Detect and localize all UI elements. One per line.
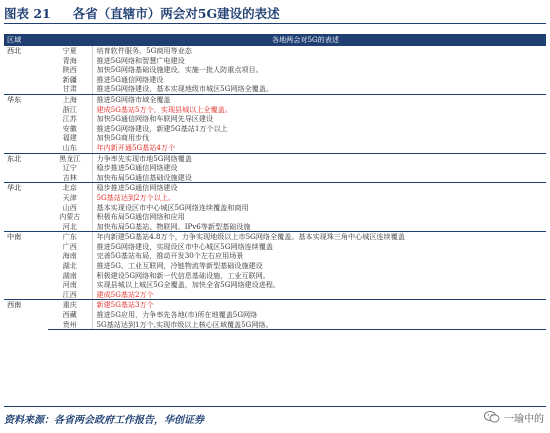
table-row xyxy=(4,94,546,104)
table-row xyxy=(4,84,546,94)
provinces-5g-table xyxy=(4,34,546,330)
province-cell: 天津 xyxy=(62,192,77,202)
description-cell: 稳步推进5G通信网络建设 xyxy=(92,163,546,173)
description-cell: 年内新建5G基站4.8万个，力争实现地级以上市5G网络全覆盖。基本实现珠三角中心城区连续覆盖 xyxy=(92,232,546,242)
table-row xyxy=(4,290,546,300)
description-cell: 年内新开通5G基站4万个 xyxy=(92,143,546,153)
province-cell: 甘肃 xyxy=(48,84,92,94)
province-cell: 青海 xyxy=(62,55,77,65)
watermark xyxy=(484,408,544,426)
region-cell: 华北 xyxy=(4,183,48,232)
table-row xyxy=(4,163,546,173)
description-cell: 新建5G基站3万个 xyxy=(92,300,546,310)
province-cell: 安徽 xyxy=(62,123,77,133)
description-cell: 积极建设5G网络和新一代信息基础设施，工业互联网。 xyxy=(92,271,546,281)
description-cell: 推进5G网络和智慧广电建设 xyxy=(92,56,546,66)
description-cell: 基本实现设区市中心城区5G网络连续覆盖和商用 xyxy=(92,203,546,213)
description-cell: 实现县城以上城区5G全覆盖，加快全省5G网络建设进程。 xyxy=(92,280,546,290)
table-row xyxy=(4,105,546,115)
source-note: 资料来源：各省两会政府工作报告，华创证券 xyxy=(4,415,204,426)
table-body xyxy=(4,46,546,330)
description-cell: 稳步推进5G通信网络建设 xyxy=(92,183,546,193)
table-row xyxy=(4,114,546,124)
description-cell: 完善5G基站布局，推动开发30个左右应用场景 xyxy=(92,251,546,261)
description-cell: 推进5G网络建设，实现设区市中心城区5G网络连续覆盖 xyxy=(92,242,546,252)
description-cell: 力争率先实现市地5G网络覆盖 xyxy=(92,153,546,163)
province-cell: 海南 xyxy=(62,251,77,261)
province-cell: 西藏 xyxy=(62,310,77,320)
province-cell: 江苏 xyxy=(62,114,77,124)
description-cell: 培育软件服务、5G商用等业态 xyxy=(92,46,546,56)
table-row xyxy=(4,242,546,252)
figure-number: 图表 21 xyxy=(4,6,51,21)
table-row xyxy=(4,56,546,66)
table-row xyxy=(4,222,546,232)
province-cell: 内蒙古 xyxy=(59,212,81,222)
table-row xyxy=(4,133,546,143)
table-row xyxy=(4,124,546,134)
table-row xyxy=(4,193,546,203)
description-cell: 推进5G、工业互联网，冷链物流等新型基础设施建设 xyxy=(92,261,546,271)
province-cell: 山东 xyxy=(48,143,92,153)
description-cell: 推进5G网络建设，新建5G基站1万个以上 xyxy=(92,124,546,134)
description-cell: 推进5G通信网络建设 xyxy=(92,75,546,85)
province-cell: 广西 xyxy=(62,241,77,251)
table-row xyxy=(4,271,546,281)
province-cell: 辽宁 xyxy=(62,163,77,173)
province-cell: 浙江 xyxy=(62,104,77,114)
province-cell: 山西 xyxy=(62,202,77,212)
province-cell: 福建 xyxy=(62,133,77,143)
province-cell: 黑龙江 xyxy=(48,153,92,163)
province-cell: 河北 xyxy=(48,222,92,232)
description-cell: 建成5G基站5万个，实现县城以上全覆盖。 xyxy=(92,105,546,115)
table-row xyxy=(4,75,546,85)
table-row xyxy=(4,232,546,242)
province-cell: 河南 xyxy=(62,280,77,290)
table-row xyxy=(4,143,546,153)
header-spacer xyxy=(48,34,92,46)
province-cell: 北京 xyxy=(48,183,92,193)
region-cell: 西南 xyxy=(4,300,48,330)
figure-title xyxy=(4,4,280,22)
table-row xyxy=(4,320,546,330)
region-cell: 中南 xyxy=(4,232,48,300)
region-cell: 华东 xyxy=(4,94,48,153)
watermark-text: 一瑜中的 xyxy=(504,413,544,425)
table-row xyxy=(4,212,546,222)
source-rule xyxy=(4,406,546,407)
table-row xyxy=(4,46,546,56)
description-cell: 推进5G网络市域全覆盖 xyxy=(92,94,546,104)
description-cell: 积极布局5G通信网络和应用 xyxy=(92,212,546,222)
description-cell: 加快布局5G通信基础设施建设 xyxy=(92,173,546,183)
table-header-row xyxy=(4,34,546,46)
province-cell: 江西 xyxy=(48,290,92,300)
table-row xyxy=(4,153,546,163)
description-cell: 加快5G网络基础设施建设，实施一批人防重点项目。 xyxy=(92,65,546,75)
province-cell: 宁夏 xyxy=(48,46,92,56)
wechat-icon xyxy=(484,410,500,424)
table-row xyxy=(4,251,546,261)
description-cell: 建成5G基站2万个 xyxy=(92,290,546,300)
table-row xyxy=(4,310,546,320)
province-cell: 广东 xyxy=(48,232,92,242)
province-cell: 湖南 xyxy=(62,270,77,280)
table-row xyxy=(4,173,546,183)
table-row xyxy=(4,203,546,213)
province-cell: 陕西 xyxy=(62,65,77,75)
province-cell: 新疆 xyxy=(62,74,77,84)
region-cell: 东北 xyxy=(4,153,48,183)
description-cell: 推进5G网络建设，基本实现地级市城区5G网络全覆盖。 xyxy=(92,84,546,94)
table-row xyxy=(4,183,546,193)
header-description: 各地两会对5G的表述 xyxy=(92,34,546,46)
table-row xyxy=(4,300,546,310)
description-cell: 加快布局5G基站、物联网、IPv6等新型基础设施 xyxy=(92,222,546,232)
description-cell: 推进5G应用，力争率先各地(市)所在地覆盖5G网络 xyxy=(92,310,546,320)
table-row xyxy=(4,65,546,75)
description-cell: 5G基站达到2万个以上。 xyxy=(92,193,546,203)
region-cell: 西北 xyxy=(4,46,48,95)
province-cell: 湖北 xyxy=(62,261,77,271)
figure-title-text: 各省（直辖市）两会对5G建设的表述 xyxy=(72,6,280,21)
province-cell: 吉林 xyxy=(48,173,92,183)
province-cell: 上海 xyxy=(48,94,92,104)
description-cell: 加快5G通信网络和车联网先导区建设 xyxy=(92,114,546,124)
header-region: 区域 xyxy=(4,34,48,46)
title-rule xyxy=(4,23,546,24)
province-cell: 贵州 xyxy=(48,320,92,330)
description-cell: 5G基站达到1万个,实现市级以上核心区域覆盖5G网络。 xyxy=(92,320,546,330)
table-row xyxy=(4,280,546,290)
table-row xyxy=(4,261,546,271)
description-cell: 加快5G商用步伐 xyxy=(92,133,546,143)
province-cell: 重庆 xyxy=(48,300,92,310)
